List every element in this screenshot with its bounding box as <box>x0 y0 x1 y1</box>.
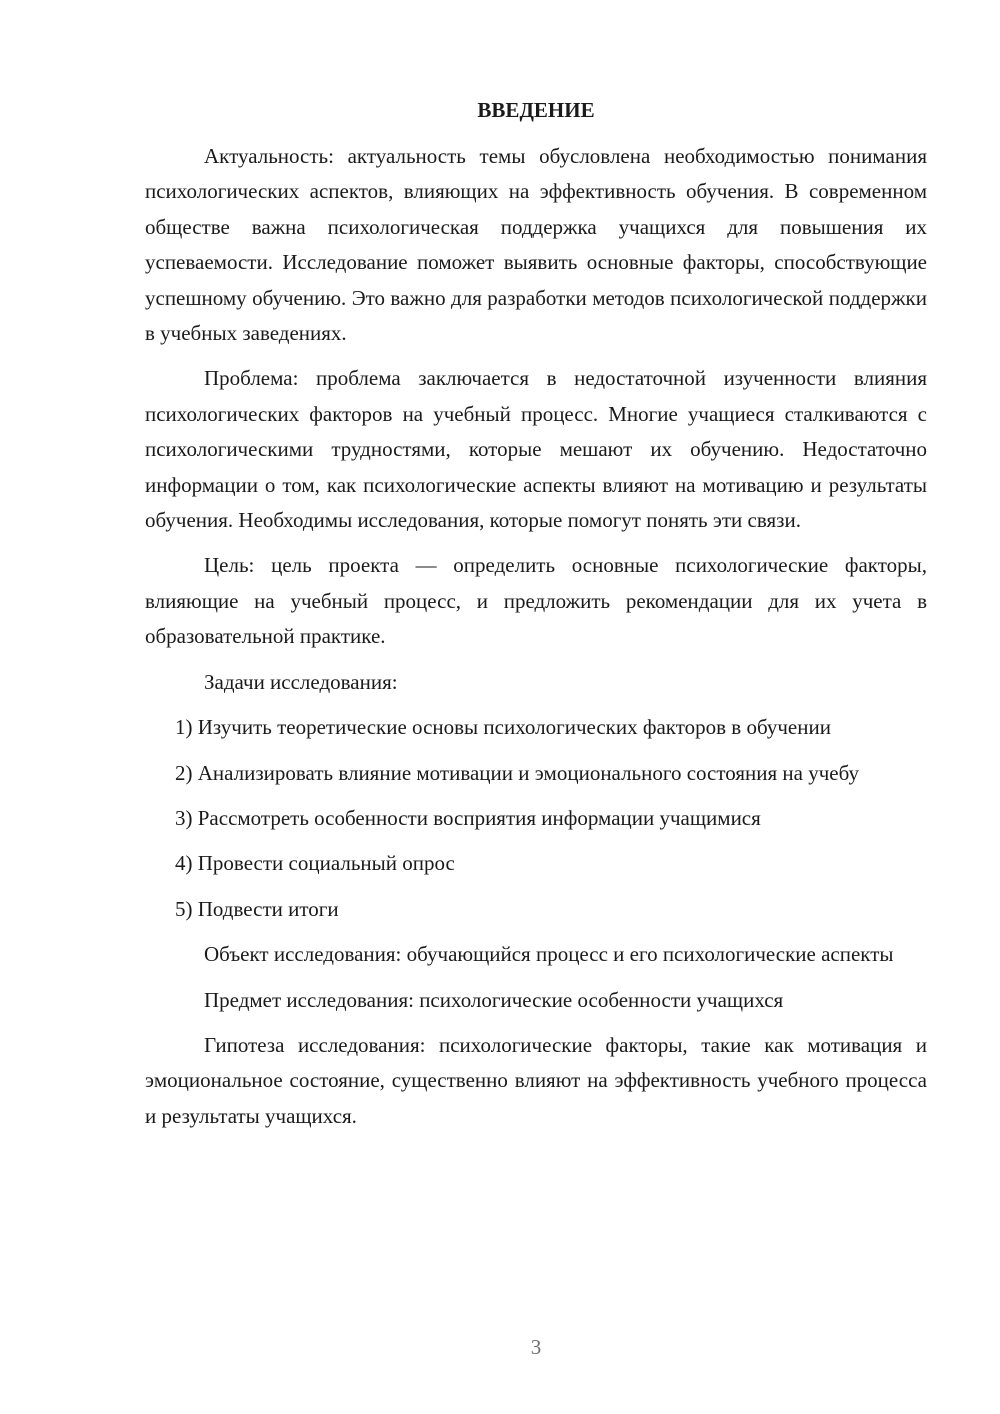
problem-paragraph: Проблема: проблема заключается в недостаточной изученности влияния психологических факторов на учебный процесс. Многие учащиеся сталкиваются с психологическими трудностями, которые мешают их обучению. Недостаточно информации о том, как психологические аспекты влияют на мотивацию и результаты обучения. Необходимы исследования, которые помогут понять эти связи. <box>145 366 927 533</box>
hypothesis-paragraph: Гипотеза исследования: психологические факторы, такие как мотивация и эмоциональное состояние, существенно влияют на эффективность учебного процесса и результаты учащихся. <box>145 1032 927 1128</box>
goal-paragraph: Цель: цель проекта — определить основные психологические факторы, влияющие на учебный процесс, и предложить рекомендации для их учета в образовательной практике. <box>145 553 927 649</box>
page-number: 3 <box>530 1335 542 1359</box>
relevance-paragraph: Актуальность: актуальность темы обусловлена необходимостью понимания психологических аспектов, влияющих на эффективность обучения. В современном обществе важна психологическая поддержка учащихся для повышения их успеваемости. Исследование поможет выявить основные факторы, способствующие успешному обучению. Это важно для разработки методов психологической поддержки в учебных заведениях. <box>145 144 927 346</box>
page-content <box>145 92 927 1144</box>
page-title: ВВЕДЕНИЕ <box>477 98 595 122</box>
object-paragraph: Объект исследования: обучающийся процесс и его психологические аспекты <box>204 942 894 967</box>
task-item-5: 5) Подвести итоги <box>175 896 339 921</box>
task-item-2: 2) Анализировать влияние мотивации и эмоционального состояния на учебу <box>175 760 859 785</box>
task-item-1: 1) Изучить теоретические основы психологических факторов в обучении <box>175 715 831 740</box>
tasks-heading: Задачи исследования: <box>204 669 398 694</box>
subject-paragraph: Предмет исследования: психологические особенности учащихся <box>204 987 784 1012</box>
task-item-3: 3) Рассмотреть особенности восприятия информации учащимися <box>175 805 761 830</box>
task-item-4: 4) Провести социальный опрос <box>175 851 455 876</box>
